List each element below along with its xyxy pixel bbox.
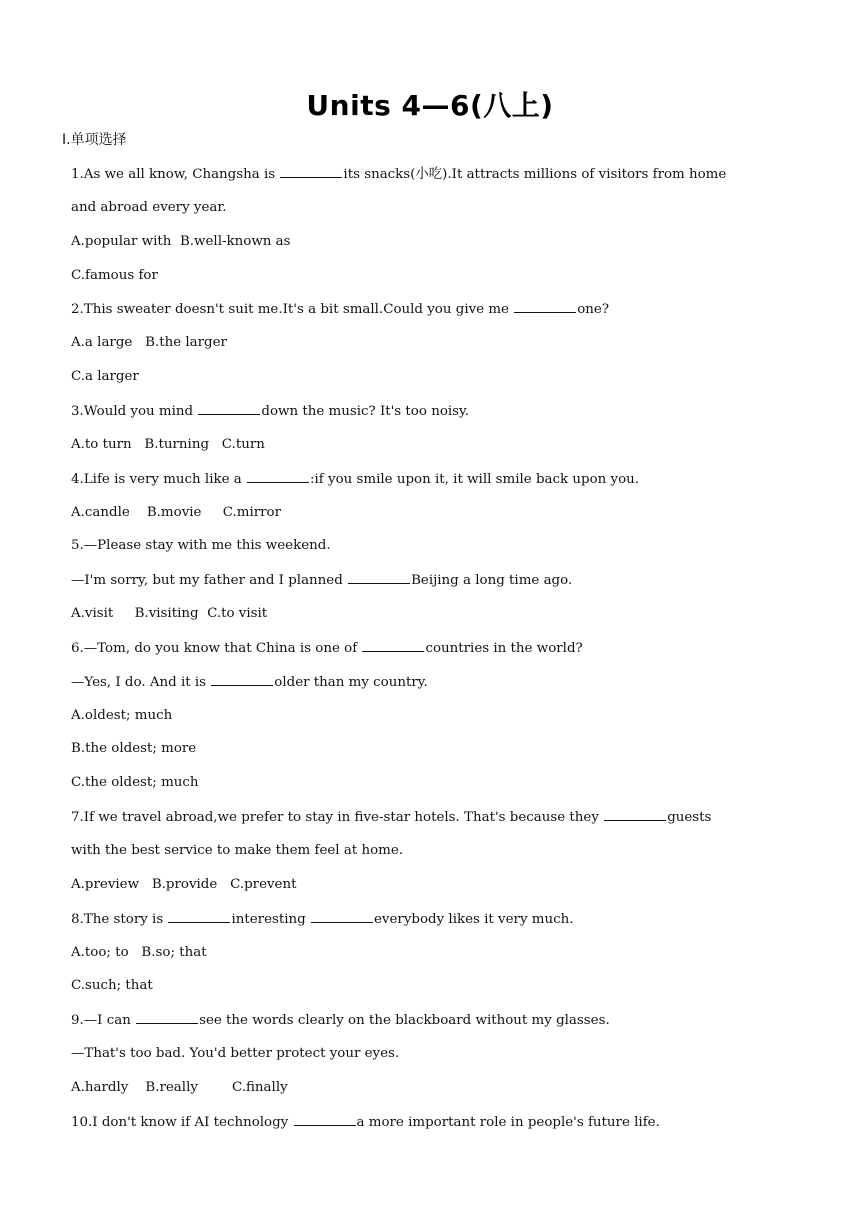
answer-blank: [362, 638, 424, 652]
answer-blank: [604, 807, 666, 821]
line-text: older than my country.: [274, 674, 428, 690]
text-line: [71, 232, 291, 252]
line-text: A.popular with B.well-known as: [71, 233, 291, 249]
text-line: [71, 266, 158, 286]
text-line: [71, 536, 331, 556]
text-line: [71, 570, 572, 591]
line-text: and abroad every year.: [71, 199, 227, 215]
text-line: [71, 976, 153, 996]
line-text: A.visit B.visiting C.to visit: [71, 606, 268, 622]
text-line: [71, 875, 297, 895]
line-text: A.preview B.provide C.prevent: [71, 876, 297, 892]
answer-blank: [136, 1010, 198, 1024]
answer-blank: [514, 299, 576, 313]
answer-blank: [211, 672, 273, 686]
line-text: down the music? It's too noisy.: [261, 403, 470, 419]
text-line: [71, 299, 609, 320]
line-text: :if you smile upon it, it will smile back upon you.: [310, 471, 640, 487]
line-text: countries in the world?: [425, 640, 583, 656]
text-line: [71, 739, 196, 759]
text-line: [71, 604, 267, 624]
text-line: [71, 841, 403, 861]
text-line: [71, 672, 428, 693]
line-text: Beijing a long time ago.: [411, 573, 573, 589]
line-text: A.hardly B.really C.finally: [71, 1079, 288, 1095]
section-heading: Ⅰ.单项选择: [62, 132, 127, 148]
line-text: 10.I don't know if AI technology: [71, 1114, 293, 1130]
text-line: [71, 807, 711, 828]
text-line: [71, 367, 139, 387]
text-line: [71, 1010, 610, 1031]
text-line: [71, 198, 227, 218]
answer-blank: [311, 909, 373, 923]
line-text: 6.—Tom, do you know that China is one of: [71, 640, 362, 656]
line-text: 7.If we travel abroad,we prefer to stay in five-star hotels. That's because they: [71, 810, 604, 826]
line-text: 4.Life is very much like a: [71, 471, 247, 487]
page-title: Units 4—6(八上): [306, 89, 554, 122]
line-text: guests: [667, 810, 712, 826]
line-text: —I'm sorry, but my father and I planned: [71, 573, 348, 589]
text-line: [71, 333, 227, 353]
line-text: A.too; to B.so; that: [71, 944, 207, 960]
answer-blank: [280, 164, 342, 178]
line-text: C.such; that: [71, 978, 153, 994]
line-text: C.famous for: [71, 267, 158, 283]
line-text: A.candle B.movie C.mirror: [71, 504, 282, 520]
text-line: [71, 401, 469, 422]
line-text: 9.—I can: [71, 1013, 136, 1029]
line-text: 3.Would you mind: [71, 403, 198, 419]
line-text: 2.This sweater doesn't suit me.It's a bit small.Could you give me: [71, 302, 514, 318]
line-text: one?: [577, 302, 610, 318]
line-text: B.the oldest; more: [71, 741, 197, 757]
line-text: C.the oldest; much: [71, 775, 199, 791]
answer-blank: [247, 469, 309, 483]
answer-blank: [294, 1112, 356, 1126]
text-line: [71, 435, 265, 455]
text-line: [71, 909, 573, 930]
line-text: 8.The story is: [71, 911, 168, 927]
line-text: —That's too bad. You'd better protect your eyes.: [71, 1046, 400, 1062]
line-text: with the best service to make them feel at home.: [71, 843, 404, 858]
text-line: [71, 638, 583, 659]
text-line: [71, 773, 199, 793]
answer-blank: [198, 401, 260, 415]
answer-blank: [348, 570, 410, 584]
line-text: A.oldest; much: [71, 707, 173, 723]
text-line: [71, 503, 281, 523]
text-line: [71, 706, 172, 726]
line-text: —Yes, I do. And it is: [71, 674, 211, 690]
text-line: [71, 164, 726, 185]
line-text: A.a large B.the larger: [71, 335, 227, 351]
answer-blank: [168, 909, 230, 923]
line-text: see the words clearly on the blackboard without my glasses.: [199, 1013, 610, 1029]
line-text: a more important role in people's future life.: [356, 1114, 660, 1130]
line-text: A.to turn B.turning C.turn: [71, 436, 265, 452]
text-line: [71, 1044, 399, 1064]
line-text: 1.As we all know, Changsha is: [71, 167, 280, 182]
line-text: interesting: [231, 911, 310, 927]
text-line: [71, 469, 639, 490]
line-text: C.a larger: [71, 369, 139, 385]
line-text: its snacks(小吃).It attracts millions of visitors from home: [343, 167, 727, 182]
line-text: 5.—Please stay with me this weekend.: [71, 538, 331, 554]
text-line: [71, 1078, 288, 1098]
line-text: everybody likes it very much.: [374, 911, 574, 927]
text-line: [71, 1112, 660, 1133]
text-line: [71, 943, 207, 963]
